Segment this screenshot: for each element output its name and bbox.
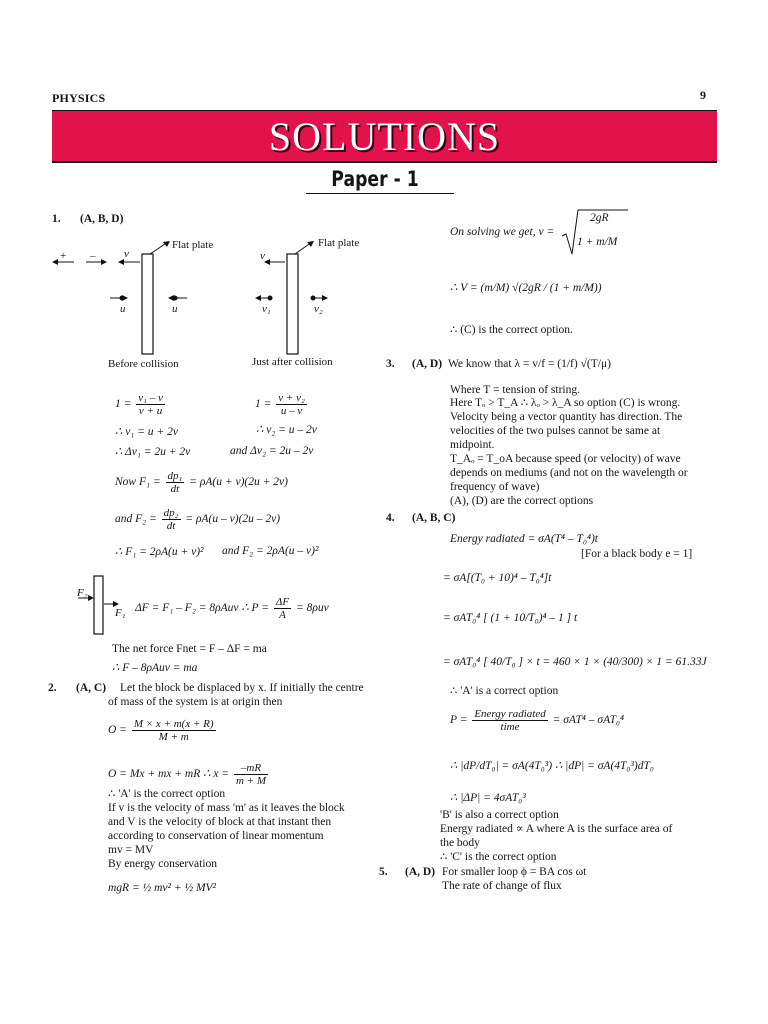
flat-plate-label-2: Flat plate [318,237,360,249]
q5-answer: (A, D) [405,866,436,878]
q1-eq4: ∴ v₂ = u – 2v [256,424,317,436]
q4-line1: Energy radiated = σA(T⁴ – T₀⁴)t [450,533,598,545]
q4-line10: 'B' is also a correct option [440,809,559,821]
plate-before [142,254,153,354]
banner-title: SOLUTIONS [268,114,501,159]
plus-sign: + [60,250,67,262]
v2-label: v₂ [314,303,323,315]
q4-line4: = σAT₀⁴ [ (1 + 10/T₀)⁴ – 1 ] t [443,612,578,624]
q3-line10: (A), (D) are the correct options [450,495,594,507]
q5-line2: The rate of change of flux [442,880,562,892]
q2-line11: mgR = ½ mv² + ½ MV² [108,882,217,894]
q4-answer: (A, B, C) [412,512,456,524]
v-label-before: v [124,248,129,260]
plate-after [287,254,298,354]
q2-line10: By energy conservation [108,858,218,870]
q4-line2: [For a black body e = 1] [581,548,693,560]
q2-line9: mv = MV [108,844,154,856]
q3-answer: (A, D) [412,358,443,370]
paper-title-rule [306,193,454,194]
caption-after-collision: Just after collision [252,356,333,368]
q1-eq9: ∴ F₁ = 2ρA(u + v)² [115,546,204,558]
solutions-banner [52,110,717,163]
q1-eq1: 1 = $\frac{\text{v₁ – v}}{v + u}$ [115,392,163,417]
q2-line2: of mass of the system is at origin then [108,696,283,708]
q4-line8: ∴ |dP/dT₀| = σA(4T₀³) ∴ |dP| = σA(4T₀³)dT₀ [450,760,654,772]
q1-answer: (A, B, D) [80,213,124,225]
q2-line8: according to conservation of linear momentum [108,830,324,842]
q1-eq7: Now F₁ = $\frac{\text{dp₁}}{dt}$ = ρA(u + v)(2u + 2v) [115,470,288,495]
q4-line9: ∴ |ΔP| = 4σAT₀³ [450,792,526,804]
q5-line1: For smaller loop ϕ = BA cos ωt [442,866,587,878]
q5-number: 5. [379,866,388,878]
q1-eq13: ∴ F – 8ρAuv = ma [112,662,198,674]
collision-diagram [50,232,380,360]
u-label-right: u [172,303,178,315]
q2-answer: (A, C) [76,682,107,694]
r-solve-v-num: 2gR [590,212,609,224]
q1-eq2: 1 = $\frac{\text{v + v₂}}{u - v}$ [255,392,305,417]
q2-line7: and V is the velocity of block at that instant then [108,816,332,828]
q1-eq8: and F₂ = $\frac{\text{dp₂}}{dt}$ = ρA(u – v)(2u – 2v) [115,507,281,532]
q3-line1: We know that λ = v/f = (1/f) √(T/μ) [448,358,611,370]
q4-line7: P = $\frac{\text{Energy radiated}}{\text{time}}$ = σAT⁴ – σAT₀⁴ [450,708,625,733]
q3-line5: velocities of the two pulses cannot be same at [450,425,661,437]
u-label-left: u [120,303,126,315]
q4-number: 4. [386,512,395,524]
q4-line5: = σAT₀⁴ [ 40/T₀ ] × t = 460 × 1 × (40/300) × 1 = 61.33J [443,656,707,668]
q1-net-force: The net force Fnet = F – ΔF = ma [112,643,267,655]
page-number: 9 [700,88,706,102]
minus-sign: – [90,250,96,262]
q2-eq2: O = Mx + mx + mR ∴ x = $\frac{-mR}{m + M}$ [108,762,266,787]
q1-number: 1. [52,213,61,225]
q2-number: 2. [48,682,57,694]
f2-label: F₂ [77,587,88,599]
q2-line1: Let the block be displaced by x. If initially the centre [120,682,364,694]
q3-number: 3. [386,358,395,370]
q2-eq1: O = $\frac{M \times x + m(x + R)}{M + m}$ [108,718,214,743]
q4-line12: the body [440,837,480,849]
q3-line4: Velocity being a vector quantity has direction. The [450,411,683,423]
flat-plate-label-1: Flat plate [172,239,214,251]
q4-line13: ∴ 'C' is the correct option [440,851,557,863]
q3-line9: frequency of wave) [450,481,540,493]
q1-eq6: and Δv₂ = 2u – 2v [230,445,314,457]
paper-title: Paper - 1 [331,167,419,191]
caption-before-collision: Before collision [108,358,179,370]
q4-line3: = σA[(T₀ + 10)⁴ – T₀⁴]t [443,572,552,584]
q1-eq3: ∴ v₁ = u + 2v [115,426,178,438]
subject-header: PHYSICS [52,91,106,105]
f1-label: F₁ [115,607,126,619]
q3-line8: depends on mediums (and not on the wavelength or [450,467,688,479]
force-plate-diagram [74,572,124,638]
q3-line2: Where T = tension of string. [450,384,580,396]
v1-label: v₁ [262,303,271,315]
q4-line11: Energy radiated ∝ A where A is the surface area of [440,823,673,835]
v-label-after: v [260,250,265,262]
r-correct-C: ∴ (C) is the correct option. [450,324,573,336]
q3-line6: midpoint. [450,439,495,451]
q1-eq10: and F₂ = 2ρA(u – v)² [222,545,319,557]
q4-line6: ∴ 'A' is a correct option [450,685,559,697]
r-V-eq: ∴ V = (m/M) √(2gR / (1 + m/M)) [450,282,602,294]
q1-eq11: ΔF = F₁ – F₂ = 8ρAuv ∴ P = $\frac{\Delta F}{A}$ = 8ρuv [135,596,329,621]
r-solve-v: On solving we get, v = [450,226,555,238]
r-solve-v-den: 1 + m/M [577,236,618,248]
q2-line6: If v is the velocity of mass 'm' as it leaves the block [108,802,345,814]
q2-line5: ∴ 'A' is the correct option [108,788,226,800]
q3-line7: T_Aₒ = T_oA because speed (or velocity) of wave [450,453,681,465]
q1-eq5: ∴ Δv₁ = 2u + 2v [115,446,191,458]
q3-line3: Here Tₒ > T_A ∴ λₒ > λ_A so option (C) is wrong. [450,397,681,409]
